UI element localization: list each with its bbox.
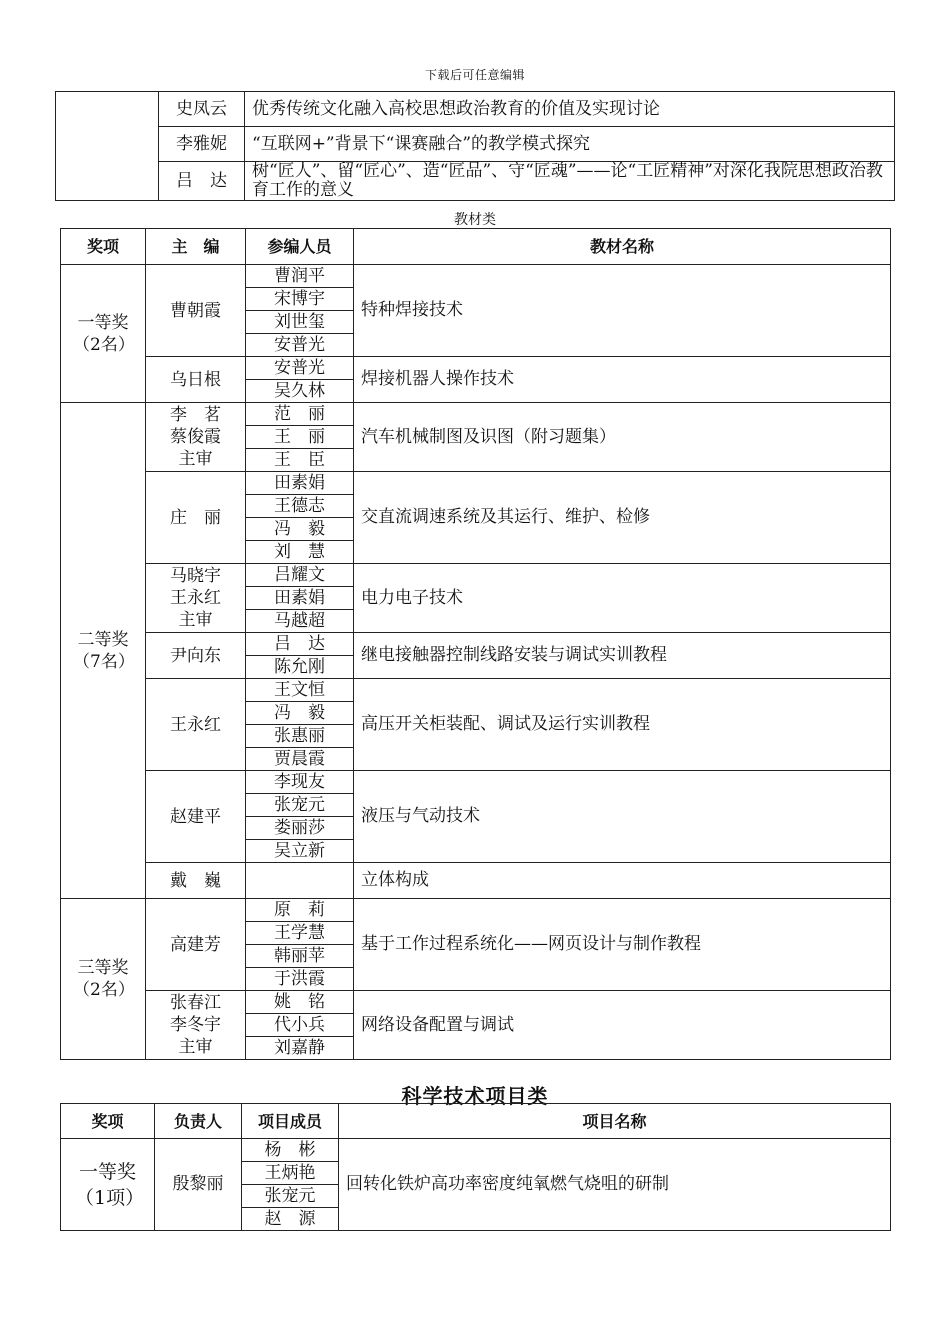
- members-list: [246, 991, 353, 1059]
- editor-name: 曹朝霞: [170, 300, 221, 321]
- member-name: 田素娟: [246, 587, 353, 610]
- members-cell: [242, 1139, 339, 1231]
- paper-title: 树“匠人”、留“匠心”、造“匠品”、守“匠魂”——论“工匠精神”对深化我院思想政治教育工作的意义: [245, 162, 895, 201]
- award-cell: [61, 265, 146, 403]
- members-cell: [246, 564, 354, 633]
- members-list: [242, 1139, 338, 1230]
- member-name: 杨 彬: [242, 1139, 338, 1162]
- member-name: 冯 毅: [246, 518, 353, 541]
- editor-name: 庄 丽: [170, 507, 221, 528]
- member-name: 原 莉: [246, 899, 353, 922]
- textbook-row: [61, 265, 891, 357]
- project-row: [61, 1139, 891, 1231]
- editor-name: 马晓宇: [170, 566, 221, 586]
- textbook-row: [61, 403, 891, 472]
- science-table: [60, 1103, 891, 1231]
- members-list: [246, 564, 353, 632]
- member-name: 陈允刚: [274, 657, 325, 677]
- textbook-row: [61, 633, 891, 679]
- editor-name: 蔡俊霞: [170, 427, 221, 447]
- member-name: 王 臣: [274, 450, 325, 470]
- member-name: 张惠丽: [246, 725, 353, 748]
- editor-name: 王永红: [170, 714, 221, 735]
- member-name: 王炳艳: [242, 1162, 338, 1185]
- member-name: 马越超: [274, 611, 325, 631]
- members-cell: [246, 403, 354, 472]
- member-name: 刘嘉静: [274, 1038, 325, 1058]
- editor-cell: [146, 991, 246, 1060]
- textbook-name: 电力电子技术: [354, 564, 891, 633]
- member-name: 赵 源: [264, 1209, 316, 1229]
- textbook-row: [61, 771, 891, 863]
- science-section-title: 科学技术项目类: [401, 1084, 549, 1108]
- paper-row: [56, 127, 895, 162]
- member-name: 贾晨霞: [274, 749, 325, 769]
- member-name: 范 丽: [246, 403, 353, 426]
- textbook-name: 基于工作过程系统化——网页设计与制作教程: [354, 899, 891, 991]
- editor-cell: [146, 357, 246, 403]
- editor-cell: [146, 403, 246, 472]
- members-list: [246, 472, 353, 563]
- award-cell: [61, 403, 146, 899]
- paper-title: “互联网+”背景下“课赛融合”的教学模式探究: [245, 127, 895, 162]
- editor-cell: [146, 633, 246, 679]
- editor-cell: [146, 679, 246, 771]
- member-name: 韩丽苹: [246, 945, 353, 968]
- header-award: 奖项: [61, 229, 146, 265]
- member-name: 于洪霞: [274, 969, 325, 989]
- member-name: 代小兵: [246, 1014, 353, 1037]
- project-leader: 殷黎丽: [155, 1139, 242, 1231]
- editor-cell: [146, 899, 246, 991]
- editor-name: 主审: [178, 610, 213, 630]
- award-label: 三等奖（2名）: [73, 958, 135, 1000]
- members-cell: [246, 991, 354, 1060]
- member-name: 娄丽莎: [246, 817, 353, 840]
- top-papers-table: [55, 91, 895, 201]
- member-name: 李现友: [246, 771, 353, 794]
- editor-name: 王永红: [170, 588, 221, 608]
- member-name: 吕耀文: [246, 564, 353, 587]
- textbook-row: [61, 863, 891, 899]
- members-list: [246, 771, 353, 862]
- member-name: 王 丽: [246, 426, 353, 449]
- members-cell: [246, 357, 354, 403]
- textbook-row: [61, 564, 891, 633]
- editor-name: 张春江: [170, 993, 221, 1013]
- textbook-name: 焊接机器人操作技术: [354, 357, 891, 403]
- textbook-name: 立体构成: [354, 863, 891, 899]
- editor-cell: [146, 472, 246, 564]
- textbook-section-title: 教材类: [454, 212, 496, 228]
- members-list: [246, 899, 353, 990]
- editor-name: 尹向东: [170, 645, 221, 666]
- members-cell: [246, 633, 354, 679]
- member-name: 张宠元: [242, 1185, 338, 1208]
- project-name: 回转化铁炉高功率密度纯氧燃气烧咀的研制: [339, 1139, 891, 1231]
- textbook-row: [61, 472, 891, 564]
- editor-cell: [146, 863, 246, 899]
- members-list: [246, 679, 353, 770]
- members-cell: [246, 265, 354, 357]
- header-leader: 负责人: [155, 1104, 242, 1139]
- textbook-row: [61, 899, 891, 991]
- editor-name: 主审: [178, 1037, 213, 1057]
- paper-title: 优秀传统文化融入高校思想政治教育的价值及实现讨论: [245, 92, 895, 127]
- members-list: [246, 633, 353, 678]
- member-name: 姚 铭: [246, 991, 353, 1014]
- header-textbook-name: 教材名称: [354, 229, 891, 265]
- members-cell: [246, 472, 354, 564]
- paper-author: 李雅妮: [159, 127, 245, 162]
- member-name: 安普光: [246, 357, 353, 380]
- editor-name: 戴 巍: [170, 870, 221, 891]
- award-cell: [61, 899, 146, 1060]
- award-label: 一等奖（1项）: [75, 1160, 145, 1209]
- award-label: 二等奖（7名）: [73, 629, 135, 672]
- member-name: 刘世玺: [246, 311, 353, 334]
- blank-cell: [56, 92, 159, 201]
- header-editor: 主 编: [146, 229, 246, 265]
- textbook-name: 高压开关柜装配、调试及运行实训教程: [354, 679, 891, 771]
- header-members: 参编人员: [246, 229, 354, 265]
- textbook-name: 交直流调速系统及其运行、维护、检修: [354, 472, 891, 564]
- editor-name: 主审: [178, 449, 213, 469]
- editor-cell: [146, 564, 246, 633]
- textbook-table: [60, 228, 891, 1060]
- editor-name: 高建芳: [170, 934, 221, 955]
- member-name: 曹润平: [246, 265, 353, 288]
- member-name: 吴立新: [274, 841, 325, 861]
- award-label: 一等奖（2名）: [73, 312, 135, 355]
- editor-cell: [146, 771, 246, 863]
- textbook-name: 继电接触器控制线路安装与调试实训教程: [354, 633, 891, 679]
- member-name: 王学慧: [246, 922, 353, 945]
- member-name: 刘 慧: [274, 542, 325, 562]
- member-name: 田素娟: [246, 472, 353, 495]
- member-name: 安普光: [274, 335, 325, 355]
- header-members: 项目成员: [242, 1104, 339, 1139]
- members-list: [246, 357, 353, 402]
- paper-row: [56, 162, 895, 201]
- member-name: 吕 达: [246, 633, 353, 656]
- members-cell: [246, 863, 354, 899]
- editor-name: 李冬宇: [170, 1015, 221, 1035]
- member-name: 张宠元: [246, 794, 353, 817]
- members-cell: [246, 899, 354, 991]
- editor-name: 李 茗: [170, 405, 221, 425]
- paper-author: 史凤云: [159, 92, 245, 127]
- editor-name: 乌日根: [170, 369, 221, 390]
- editor-name: 赵建平: [170, 806, 221, 827]
- textbook-name: 网络设备配置与调试: [354, 991, 891, 1060]
- textbook-row: [61, 679, 891, 771]
- members-cell: [246, 679, 354, 771]
- member-name: 王德志: [246, 495, 353, 518]
- textbook-row: [61, 357, 891, 403]
- header-note: 下载后可任意编辑: [424, 68, 525, 82]
- member-name: 宋博宇: [246, 288, 353, 311]
- paper-author: 吕 达: [159, 162, 245, 201]
- textbook-name: 汽车机械制图及识图（附习题集）: [354, 403, 891, 472]
- header-award: 奖项: [61, 1104, 155, 1139]
- paper-row: [56, 92, 895, 127]
- textbook-row: [61, 991, 891, 1060]
- header-project-name: 项目名称: [339, 1104, 891, 1139]
- member-name: 冯 毅: [246, 702, 353, 725]
- textbook-name: 特种焊接技术: [354, 265, 891, 357]
- members-list: [246, 403, 353, 471]
- member-name: 王文恒: [246, 679, 353, 702]
- editor-cell: [146, 265, 246, 357]
- award-cell: [61, 1139, 155, 1231]
- members-list: [246, 265, 353, 356]
- textbook-name: 液压与气动技术: [354, 771, 891, 863]
- members-cell: [246, 771, 354, 863]
- member-name: 吴久林: [274, 381, 325, 401]
